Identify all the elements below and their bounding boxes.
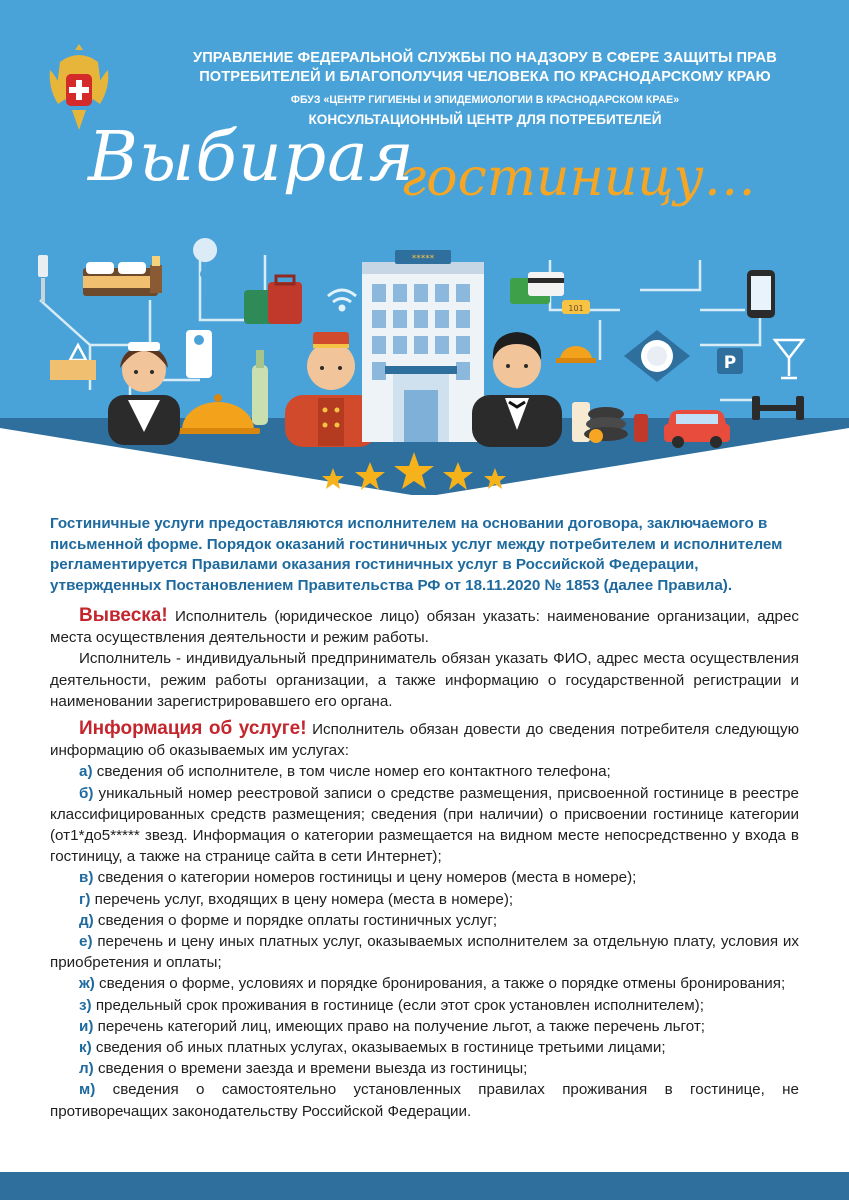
list-item-text: сведения о самостоятельно установленных правилах проживания в гостинице, не противоречащих законодательству Российской Федерации. [50, 1081, 799, 1120]
list-item-text: уникальный номер реестровой записи о средстве размещения, присвоенной гостинице в реестре классифицированных средств размещения; сведения (при наличии) о присвоении гостинице категории (от1*до5***** звезд. Информация о категории размещается на видном месте непосредственно у входа в гостиницу, а также на странице сайта в сети Интернет); [50, 784, 799, 866]
list-item [50, 867, 799, 888]
door-hanger-icon [186, 330, 212, 378]
hotel-building [362, 250, 484, 442]
list-item [50, 910, 799, 931]
list-item-text: перечень и цену иных платных услуг, оказываемых исполнителем за отдельную плату, условия их приобретения и оплаты; [50, 933, 799, 972]
list-item-letter: в) [79, 869, 94, 887]
list-item [50, 1058, 799, 1079]
header-banner [0, 0, 849, 495]
consult-center-name: КОНСУЛЬТАЦИОННЫЙ ЦЕНТР ДЛЯ ПОТРЕБИТЕЛЕЙ [308, 112, 662, 127]
title-word-2: гостиницу… [400, 148, 756, 208]
list-item-letter: ж) [79, 975, 95, 993]
list-item [50, 761, 799, 782]
page-title [88, 118, 808, 238]
list-item-text: сведения об иных платных услугах, оказываемых в гостинице третьими лицами; [91, 1039, 666, 1057]
list-item-letter: и) [79, 1017, 94, 1035]
list-item-text: сведения о времени заезда и времени выезда из гостиницы; [93, 1060, 528, 1078]
list-item [50, 931, 799, 973]
list-item [50, 783, 799, 868]
smartphone-icon [747, 270, 775, 318]
signboard-text: Исполнитель (юридическое лицо) обязан указать: наименование организации, адрес места осуществления деятельности и режим работы. [50, 608, 799, 647]
signboard-paragraph-2: Исполнитель - индивидуальный предприниматель обязан указать ФИО, адрес места осуществления деятельности, режим работы организации, а также информацию о государственной регистрации и наименовании зарегистрировавшего его органа. [50, 650, 799, 710]
list-item-letter: к) [79, 1039, 92, 1057]
list-item-text: сведения об исполнителе, в том числе номер его контактного телефона; [92, 763, 611, 781]
list-item-text: сведения о форме и порядке оплаты гостиничных услуг; [93, 911, 498, 929]
list-item-text: перечень категорий лиц, имеющих право на получение льгот, а также перечень льгот; [93, 1017, 706, 1035]
list-item [50, 973, 799, 994]
list-item [50, 1079, 799, 1121]
list-item-letter: з) [79, 996, 92, 1014]
organization-header [150, 49, 820, 129]
list-item-letter: а) [79, 763, 93, 781]
room-number: 101 [568, 304, 584, 313]
list-item-text: сведения о категории номеров гостиницы и цену номеров (места в номере); [93, 869, 637, 887]
org-subname: ФБУЗ «ЦЕНТР ГИГИЕНЫ И ЭПИДЕМИОЛОГИИ В КРАСНОДАРСКОМ КРАЕ» [290, 94, 680, 106]
hotel-sign-stars: ***** [411, 254, 435, 264]
org-name-line-1: УПРАВЛЕНИЕ ФЕДЕРАЛЬНОЙ СЛУЖБЫ ПО НАДЗОРУ В СФЕРЕ ЗАЩИТЫ ПРАВ [193, 50, 777, 66]
list-item-letter: е) [79, 933, 93, 951]
document-body [50, 514, 799, 1122]
signboard-paragraph [50, 605, 799, 648]
list-item [50, 1037, 799, 1058]
service-info-heading: Информация об услуге! [79, 718, 307, 740]
list-item-text: предельный срок проживания в гостинице (если этот срок установлен исполнителем); [91, 996, 704, 1014]
service-info-paragraph [50, 718, 799, 761]
signboard-heading: Вывеска! [79, 605, 168, 626]
title-word-1: Выбирая [88, 118, 415, 197]
list-item-letter: л) [79, 1060, 94, 1078]
list-item-text: перечень услуг, входящих в цену номера (места в номере); [90, 890, 514, 908]
list-item-letter: г) [79, 890, 91, 908]
footer-bar [0, 1172, 849, 1200]
intro-paragraph: Гостиничные услуги предоставляются исполнителем на основании договора, заключаемого в письменной форме. Порядок оказаний гостиничных услуг между потребителем и исполнителем регламентируется Правилами оказания гостиничных услуг в Российской Федерации, утвержденных Постановлением Правительства РФ от 18.11.2020 № 1853 (далее Правила). [50, 515, 783, 594]
service-info-text: Исполнитель обязан довести до сведения потребителя следующую информацию об оказываемых им услугах: [50, 721, 800, 760]
list-item-text: сведения о форме, условиях и порядке бронирования, а также о порядке отмены бронирования; [94, 975, 786, 993]
list-item [50, 995, 799, 1016]
org-name-line-2: ПОТРЕБИТЕЛЕЙ И БЛАГОПОЛУЧИЯ ЧЕЛОВЕКА ПО КРАСНОДАРСКОМУ КРАЮ [199, 69, 771, 85]
list-item [50, 889, 799, 910]
list-item-letter: м) [79, 1081, 96, 1099]
list-item-letter: б) [79, 784, 94, 802]
parking-letter: P [723, 353, 737, 373]
list-item [50, 1016, 799, 1037]
list-item-letter: д) [79, 911, 94, 929]
